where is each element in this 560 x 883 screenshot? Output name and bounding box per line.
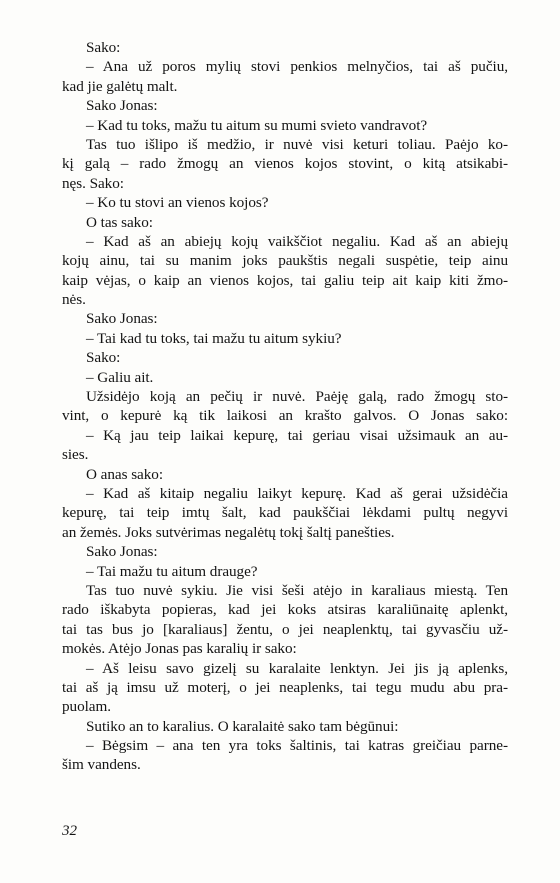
text-line: kepurę, tai teip imtų šalt, kad paukščiai lėkdami pultų negyvi — [62, 504, 508, 522]
text-line: – Tai mažu tu aitum drauge? — [86, 562, 258, 580]
text-line: – Tai kad tu toks, tai mažu tu aitum sykiu? — [86, 329, 342, 347]
text-line: nės. — [62, 291, 86, 309]
text-line: kaip vėjas, o kaip an vienos kojos, tai galiu teip ait kaip kiti žmo- — [62, 271, 508, 289]
text-line: Sako Jonas: — [86, 543, 158, 561]
text-line: O anas sako: — [86, 465, 164, 483]
text-line: – Galiu ait. — [86, 368, 154, 386]
text-line: O tas sako: — [86, 213, 153, 231]
text-line: Sako Jonas: — [86, 310, 158, 328]
text-line: kį galą – rado žmogų an vienos kojos stovint, o kitą atsikabi- — [62, 155, 508, 173]
text-line: – Ką jau teip laikai kepurę, tai geriau visai užsimauk an au- — [86, 426, 508, 444]
text-line: Sutiko an to karalius. O karalaitė sako tam bėgūnui: — [86, 717, 399, 735]
text-line: tai aš ją imsu už moterį, o jei neaplenks, tai tegu mudu abu pra- — [62, 678, 508, 696]
text-line: mokės. Atėjo Jonas pas karalių ir sako: — [62, 640, 297, 658]
text-line: nęs. Sako: — [62, 174, 124, 192]
text-line: kojų ainu, tai su manim joks paukštis negali suspėtie, teip ainu — [62, 252, 508, 270]
body-text — [62, 38, 508, 775]
text-line: Tas tuo išlipo iš medžio, ir nuvė visi keturi toliau. Paėjo ko- — [86, 135, 508, 153]
text-line: – Kad aš an abiejų kojų vaikščiot negaliu. Kad aš an abiejų — [86, 232, 508, 250]
text-line: – Ko tu stovi an vienos kojos? — [86, 194, 269, 212]
text-line: sies. — [62, 446, 89, 464]
text-line: – Ana už poros mylių stovi penkios melnyčios, tai aš pučiu, — [86, 58, 508, 76]
text-line: rado iškabyta popieras, kad jei koks atsiras karaliūnaitę aplenkt, — [62, 601, 508, 619]
text-line: tai tas bus jo [karaliaus] žentu, o jei neaplenktų, tai gyvasčiu už- — [62, 620, 508, 638]
text-line: Tas tuo nuvė sykiu. Jie visi šeši atėjo in karaliaus miestą. Ten — [86, 581, 508, 599]
text-line: – Kad aš kitaip negaliu laikyt kepurę. Kad aš gerai užsidėčia — [86, 484, 508, 502]
text-line: – Aš leisu savo gizelį su karalaite lenktyn. Jei jis ją aplenks, — [86, 659, 508, 677]
text-line: vint, o kepurė ką tik laikosi an krašto galvos. O Jonas sako: — [62, 407, 508, 425]
page-number: 32 — [62, 823, 77, 839]
text-line: – Kad tu toks, mažu tu aitum su mumi svieto vandravot? — [86, 116, 428, 134]
text-line: šim vandens. — [62, 756, 141, 774]
text-line: kad jie galėtų malt. — [62, 77, 178, 95]
text-line: puolam. — [62, 698, 112, 716]
text-line: Sako: — [86, 39, 121, 56]
text-line: Užsidėjo koją an pečių ir nuvė. Paėję galą, rado žmogų sto- — [86, 388, 508, 406]
text-line: – Bėgsim – ana ten yra toks šaltinis, tai katras greičiau parne- — [86, 737, 508, 755]
text-line: an žemės. Joks sutvėrimas negalėtų tokį šaltį panešties. — [62, 523, 395, 541]
text-line: Sako Jonas: — [86, 97, 158, 115]
text-line: Sako: — [86, 349, 121, 367]
